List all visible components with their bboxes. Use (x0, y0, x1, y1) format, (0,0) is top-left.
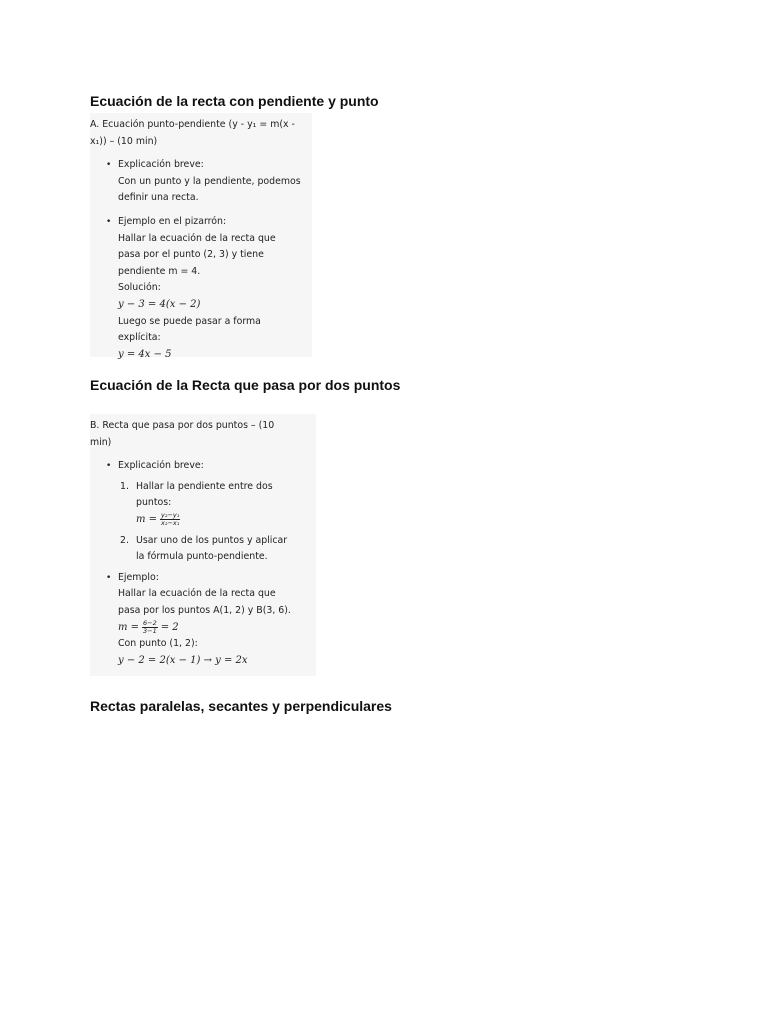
step-2-line1: Usar uno de los puntos y aplicar (136, 534, 288, 546)
block-a-equation-1: y − 3 = 4(x − 2) (118, 298, 201, 310)
slope-calc-lhs: m = (118, 621, 140, 633)
image-block-dos-puntos (90, 414, 316, 676)
block-b-equation-final: y − 2 = 2(x − 1) → y = 2x (118, 654, 248, 666)
step-1-line1: Hallar la pendiente entre dos (136, 480, 273, 492)
block-a-equation-2: y = 4x − 5 (118, 348, 172, 360)
block-a-solucion-label: Solución: (118, 282, 161, 294)
slope-formula-denominator: x₂−x₁ (161, 518, 180, 527)
block-a-ejemplo-line2: pasa por el punto (2, 3) y tiene (118, 249, 264, 261)
block-b-ejemplo-label: • Ejemplo: (90, 570, 316, 587)
block-b-slope-formula (90, 512, 316, 529)
block-a-luego-line1: Luego se puede pasar a forma (118, 315, 261, 327)
block-b-title-line2: min) (90, 436, 112, 448)
slope-formula-numerator: y₂−y₁ (161, 510, 180, 519)
image-block-punto-pendiente (90, 113, 312, 360)
step-2-number: 2. (120, 534, 129, 546)
slope-formula-lhs: m = (136, 513, 158, 525)
block-a-ejemplo-label: • Ejemplo en el pizarrón: (90, 214, 312, 231)
slope-calc-fraction (142, 620, 158, 635)
block-b-ejemplo-line1: Hallar la ecuación de la recta que (118, 588, 276, 600)
block-b-explicacion-label: • Explicación breve: (90, 458, 316, 475)
heading-rectas-paralelas: Rectas paralelas, secantes y perpendiculares (90, 698, 392, 714)
block-b-title-line1: B. Recta que pasa por dos puntos – (10 (90, 420, 275, 431)
block-a-explicacion-line1: Con un punto y la pendiente, podemos (118, 175, 301, 187)
heading-dos-puntos: Ecuación de la Recta que pasa por dos puntos (90, 377, 401, 393)
block-a-explicacion-label: • Explicación breve: (90, 157, 312, 174)
step-1-number: 1. (120, 480, 129, 492)
block-a-ejemplo-line3: pendiente m = 4. (118, 265, 201, 277)
block-b-step-1 (90, 479, 316, 496)
block-b-ejemplo-line2: pasa por los puntos A(1, 2) y B(3, 6). (118, 604, 291, 616)
block-a-luego-line2: explícita: (118, 332, 161, 344)
block-b-con-punto-label: Con punto (1, 2): (118, 638, 198, 650)
slope-calc-denominator: 3−1 (143, 626, 157, 635)
heading-pendiente-punto: Ecuación de la recta con pendiente y punto (90, 93, 379, 109)
slope-calc-result: = 2 (160, 621, 179, 633)
block-a-title-line1: A. Ecuación punto-pendiente (y - y₁ = m(x - (90, 119, 295, 130)
slope-calc-numerator: 6−2 (143, 618, 157, 627)
block-a-title-line2: x₁)) – (10 min) (90, 135, 158, 147)
block-b-step-1-line2: puntos: (136, 497, 172, 509)
block-b-step-2 (90, 533, 316, 550)
block-a-ejemplo-line1: Hallar la ecuación de la recta que (118, 232, 276, 244)
block-b-step-2-line2: la fórmula punto-pendiente. (136, 551, 268, 563)
block-a-explicacion-line2: definir una recta. (118, 192, 199, 204)
block-b-slope-calc (90, 620, 316, 637)
slope-formula-fraction (160, 512, 180, 527)
